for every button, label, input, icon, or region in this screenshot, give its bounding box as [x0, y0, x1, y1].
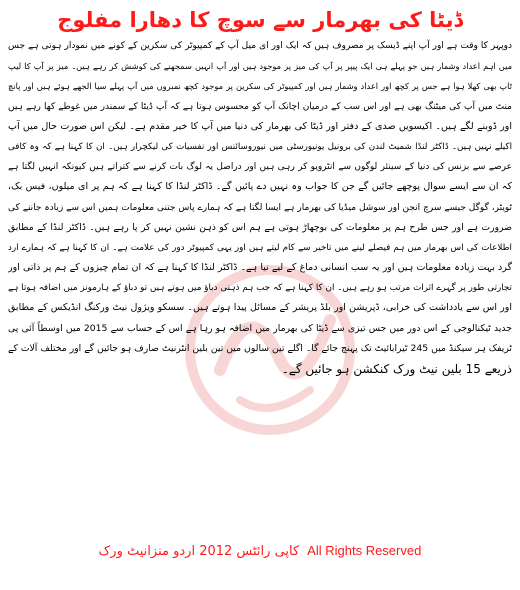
paragraph-line: اور ڈوبنے لگے ہیں۔ اکیسویں صدی کے دفتر اور ڈیٹا کی بھرمار کی دنیا میں آپ کا خیر مقدم ہے۔ لیکن اس صورت حال میں آپ: [8, 120, 512, 132]
copyright-text: کاپی رائٹس 2012 اردو منزانیٹ ورک: [98, 544, 300, 559]
paragraph-line: ٹاپ بھی کھلا ہوا ہے جس پر کچھ اور اعداد وشمار ہیں اور کمپیوٹر کی سکرین پر موجود کچھ نمبروں میں آپ پہلے سیا الجھے ہوئے ہیں اور پانچ: [8, 81, 512, 92]
paragraph-line: دوپہر کا وقت ہے اور آپ اپنے ڈیسک پر مصروف ہیں کہ ایک اور ای میل آپ کے کمپیوٹر کی سکرین کے کونے میں نمودار ہوتی ہے جس: [8, 41, 512, 51]
paragraph-line: عرصے سے بزنس کی دنیا کے سینئر لوگوں سے انٹرویو کر رہی ہیں اور دراصل یہ لوگ بات کرنے سے کتراتے ہیں کیونکہ انہیں لگتا ہے: [8, 162, 512, 173]
paragraph-line: ٹویٹر، گوگل جیسے سرچ انجن اور سوشل میڈیا کی بھرمار ہے ایسا لگتا ہے کہ ہمارے پاس جتنی معلومات ہمیں اس سے زیادہ جاننے کی: [8, 202, 512, 213]
paragraph-line: جدید ٹیکنالوجی کے اس دور میں جس تیزی سے ڈیٹا کی بھرمار میں اضافہ ہو رہا ہے اس کے حساب سے 2015 میں اوسطاً آئی پی: [8, 322, 512, 334]
paragraph-line: گرد بہت زیادہ معلومات ہیں اور یہ سب انسانی دماغ کے لیے نیا ہے۔ ڈاکٹر لنڈا کا کہنا ہے کہ ان تمام چیزوں کے ہم پر ذاتی اور: [8, 262, 512, 274]
paragraph-line: ٹریفک ہر سیکنڈ میں 245 ٹیرابائیٹ تک پہنچ جائے گا۔ اگلے تین سالوں میں تین بلین انٹرنیٹ صارف ہو جائیں گے اور مختلف آلات کے: [8, 342, 512, 354]
paragraph-line: اکیلے نہیں ہیں۔ ڈاکٹر لنڈا شمیٹ لندن کی برونیل یونیورسٹی میں نیوروسائنس اور نفسیات کی لیکچرار ہیں۔ ان کا کہنا ہے کہ وہ کافی: [8, 141, 512, 152]
paragraph-line: ذریعے 15 بلین نیٹ ورک کنکشن ہو جائیں گے۔: [281, 362, 512, 376]
paragraph-line: اطلاعات کی اس بھرمار میں ہم فیصلے لینے میں تاخیر سے کام لیتے ہیں اور یہی کمپیوٹر دور کی علامت ہے۔ ان کا کہنا ہے کہ ہمارے ارد: [8, 242, 512, 253]
paragraph-line: کہ ان سے ایسے سوال پوچھے جائیں گے جن کا جواب وہ نہیں دے پائیں گے۔ ڈاکٹر لنڈا کا کہنا ہے کہ ہم پر ای میلوں، فیس بک،: [8, 181, 512, 193]
article-body: [8, 36, 512, 379]
paragraph-line: میں اہم اعداد وشمار ہیں جو پہلے ہی ایک پیپر پر آپ کی میز پر موجود ہیں اور آپ انہیں سمجھنے کی کوشش کر رہے ہیں۔ میز پر آپ کا لیپ: [8, 61, 512, 72]
article-title: ڈیٹا کی بھرمار سے سوچ کا دھارا مفلوج: [57, 8, 463, 32]
rights-reserved-text: All Rights Reserved: [307, 543, 422, 558]
paragraph-line: منٹ میں آپ کی میٹنگ بھی ہے اور اس سب کے درمیان اچانک آپ کو محسوس ہوتا ہے کہ آپ ڈیٹا کے سمندر میں غوطے کھا رہے ہیں: [8, 101, 512, 112]
paragraph-line: تجارتی طور پر گہرے اثرات مرتب ہو رہے ہیں۔ ان کا کہنا ہے کہ جب ہم ذہنی دباؤ میں ہوتے ہیں تو دباؤ کے ہارمونز میں اضافہ ہوتا ہے: [8, 283, 512, 294]
paragraph-line: ضرورت ہے اور جس طرح ہم پر معلومات کی بوچھاڑ ہوتی ہے ہم اس کو ذہن نشین نہیں کر پا رہے ہیں۔ ڈاکٹر لنڈا کے مطابق: [8, 221, 512, 233]
paragraph-line: اور اس سے یادداشت کی خرابی، ڈپریشن اور بلڈ پریشر کے مسائل پیدا ہوتے ہیں۔ سسکو ویژول نیٹ ورکنگ انڈیکس کے مطابق: [8, 302, 512, 314]
footer: [0, 541, 520, 562]
